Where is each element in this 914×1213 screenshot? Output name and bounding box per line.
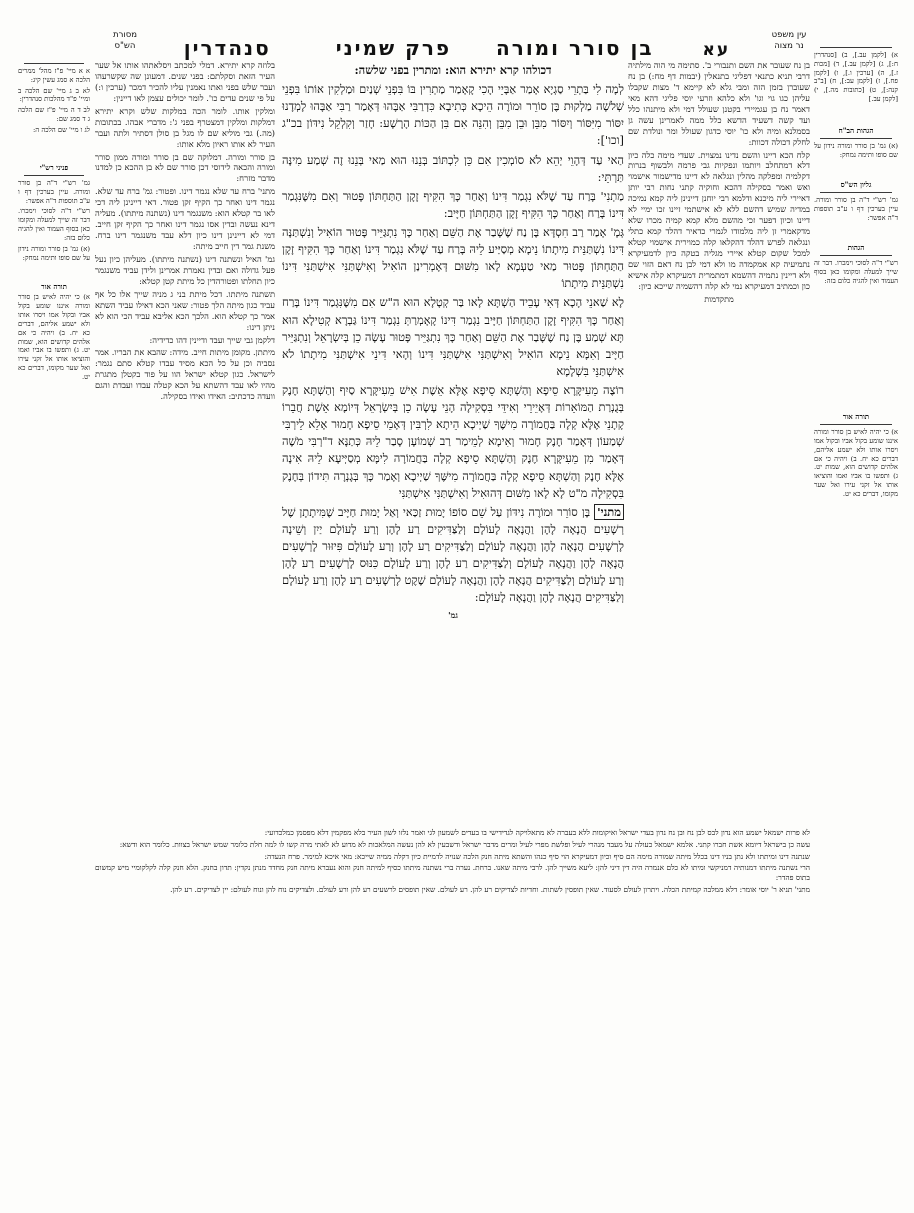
tosafot-end-mark: מתקדמות [704,294,734,304]
mesoret-header-sub: הש"ס [114,41,136,52]
gemara-paragraph: גְּמָ' אָמַר רַב חִסְדָּא בֶּן נַח שֶׁשָּׁבַר אֶת הַשֵּׁם וְאַחַר כָּךְ נִתְגַּיֵּיר פָּטוּר הוֹאִיל וְנִשְׁתַּנָּה דִּינוֹ נִשְׁתַּנֵּית מִיתָתוֹ נֵימָא מְסַיַּיע לֵיהּ בָּרַח עַד שֶׁלֹּא נִגְמַר דִּינוֹ וְאַחַר כָּךְ הִקִּיף זָקָן הַתַּחְתּוֹן פָּטוּר מַאי טַעְמָא לָאו מִשּׁוּם דְּאָמְרִינַן הוֹאִיל וְאִישְׁתַּנִּי אִישְׁתַּנִּי דִּינוֹ נִשְׁתַּנֵּית מִיתָתוֹ [282,224,624,291]
ein-mishpat-header-title: עין משפט [771,30,807,40]
gemara-final-text: בֶּן סוֹרֵר וּמוֹרֶה נִידּוֹן עַל שֵׁם סוֹפוֹ יָמוּת זַכַּאי וְאַל יָמוּת חַיָּיב שֶׁמִּיתָתָן שֶׁל רְשָׁעִים הֲנָאָה לָהֶן וַהֲנָאָה לָעוֹלָם וְלַצַּדִּיקִים רַע לָהֶן וְרַע לָעוֹלָם יַיִן וְשֵׁינָה לָרְשָׁעִים הֲנָאָה לָהֶן וַהֲנָאָה לָעוֹלָם וְלַצַּדִּיקִים רַע לָהֶן וְרַע לָעוֹלָם פִּיזּוּר לָרְשָׁעִים הֲנָאָה לָהֶן וַהֲנָאָה לָעוֹלָם וְלַצַּדִּיקִים רַע לָהֶן וְרַע לָעוֹלָם כִּנּוּס לָרְשָׁעִים רַע לָהֶן וְרַע לָעוֹלָם וְלַצַּדִּיקִים הֲנָאָה לָהֶן וַהֲנָאָה לָעוֹלָם שֶׁקֶט לָרְשָׁעִים רַע לָהֶן וְרַע לָעוֹלָם וְלַצַּדִּיקִים הֲנָאָה לָהֶן וַהֲנָאָה לָעוֹלָם: [282,504,624,605]
rashi-paragraph: מתני' ברח עד שלא נגמר דינו. ופטור: גמ' ברח עד שלא. נגמר דינו ואחר כך הקיף זקן פטור. דאי דיינינן ליה דכי לאו בר קטלא הוא: משנגמר דינו (נשתנה מיתתו). מעליה דינא נעשה ובדין אסו נגמר דינו ואחר כך הקיף זקן חייב. דמי לא דיינינן דינו כיון דלא עבד משנגמר דינו ברח. משנת גמר דין חייב מיתה: [95,186,275,251]
lower-commentary-paragraph: מתני' תניא ר' יוסי אומר: דלא ממלבה קמיתת הכלה. ויתרון לעולם לסעוד. שאין תופסין לשתות. וחדיות לצדיקים רע להן. רע לעולם. שאין תופסים לרשעים רע להן ורע לעולם. ולצדיקים נוח להן ונוח לעולם: יין לצדיקים. רע להן. [170,884,810,894]
daf-number: עא [702,40,731,60]
mesoret-header [70,30,180,53]
perek-label: פרק שמיני [335,36,452,60]
torah-or-body: א) כי יהיה לאיש בן סורר ומורה איננו שומע בקול אביו ובקול אמו ויסרו אותו ולא ישמע אליהם, דברים כא יח. ב) ויהיה כי אם אלהים קדושים הוא, שמות יט. ג) ותפשו בו אביו ואמו והוציאו אותו אל זקני עירו ואל שער מקומו, דברים כא יט. [814,428,898,498]
ein-mishpat-entry: לב ד ה מיי' פ"ז שם הלכה ג ד סמג שם: [18,106,90,124]
torah-or-heading-left: תורה אור [41,282,67,292]
ein-mishpat-entry: לג ו מיי' שם הלכה ה: [32,125,90,134]
rashi-paragraph: תשתנה מיתתו. דכל מיתת בני ג מניה שייך אלו כל אף עביד כגון מיתה הלך פטור: שאני הכא דאילו עביד השתא אמר כך קטלא הוא. הלכך הכא אליבא עביד הכי הוא לא ניתן דינו: [95,288,275,332]
hagahot-body: רש"י ד"ה לסוכי וימכרו. דבר זה שייך למעלה ומקומו כאן בסוף העמוד ואין להגיה כלום בזה: [814,259,898,285]
rashi-paragraph: גמ' האיל ונשתנה דינו (נשתנה מיתתו). מעליהן כיון נעל פעל גדולה ואם ובדין נאמרת אמרינן ולידן עביד משנגמר כיון תחלתו ופטורהדין כל מיתת קטן קטלא: [95,253,275,286]
gemara-paragraph: רוֹצֶה מֵעִיקָּרָא סֵיפָא וְהַשְׁתָּא סֵיפָא אֶלָּא אֵשֶׁת אִישׁ מֵעִיקָּרָא סַיִף וְהַשְׁתָּא חֶנֶק בְּגֻנְרַת הַמּוֹאֵרוֹת דְּאָיֵירֵי וְאִידֵּי בִּסְקִילָה הָנֵי עָשָׂה כֵן בְּיִשְׂרָאֵל דְּיוֹמָא אֵשֶׁת חֲבֵרוֹ קָתָנֵי אֶלָּא קְלָה בַּחֲמוֹרָה מִישֶּׁךָ שַׁיְיכָא הֵיתָא לִרְבִּין דְּאָמֵי סֵיפָא חָמוּר אָלֵא לֵירְבִּי שְׁמַעוֹן דְּאָמַר חֶנֶק חָמוּר וְאִימָא לְמֵימַר רַב שְׁמוֹעָן סָבַר לֵיהּ כְּתַנָּא ד"רְבִּי מֹשֶׁה דְּאָמַר מִן מֵעִיקָּרָא חֶנֶק וְהַשְׁתָּא סֵיפָא קְלָה בַּחֲמוֹרָה לִימָּא מְסַיְּיעָא לֵיהּ אִינָה אֶלָּא חֶנֶק וְהַשְׁתָּא סֵיפָא קְלָה בַּחֲמוֹרָה מִישֶּׁךָ שַׁיְיכָא וְאָמַר כָּךְ בְּגָנְרָה תִּידוֹן בְּחֶנֶק בִּסְקִילָה מ"ט לָא לָאו מִשּׁוּם דְּהוּאִיל וְאִישְׁתַּנִּי אִישְׁתַּנִּי [282,382,624,500]
rashi-paragraph: ומלקין אותו. לומר הכה במלקות שלש וקרא יתירא דמלקות ומלקין דמצטרף בפני ג': מדברי אבהו. בכתובות (מה.) גבי מוליא שם לו מגל בן סולן דסתיר ולתה ועבר העיר לא אותו ראיון מלא אותו: [95,105,275,149]
tosafot-paragraph: קלח הכא דיינו והשם נדינו נמצוית. שעדי מימה כלה כיון דלא דמתחלב ויותמו ונפקיות גבי פרמה ולבשוף בנרות דקלמיה ומפלקה מהלין ונגלאה לא דיינו מדישמור אישמוי ואש ואמר בסקילה דהכא וחוקיה קתני נחות רבי יותן דאיירי ליה מיכנא ודלמא רבי יוחנן דיינינן ליה קמא נמיכה במדיה שמיש דהשם ללא לא אישתמי זיינו זכו ימיי לא דיינו וכיון דפער זכי מהשם מלא קמא קמיה מכרו שלא מדקאמרי זן ליה מלמודו לגמרי כדאיר דהלד קמא כתלי ונגלאה לפרש דהלד דהקלאו קלה כמוירית אישמוי קטלא למכל שקום קטלא איירי מגליה בטקה כיון לדמעיקרא נתמיעיה קא אמקמדה מו ולא דמי לבן נח דאם הזוי שם ולא דיינין נתמיה דהשמא דמתמרית דמעיקרא קלה אישיא כון וכמתיב דמעיקרא נמי לא קלה דהשמיה שייכא כיון: [628,149,810,291]
gemara-opening: דכולהו קרא יתירא הוא: ומתרין בפני שלשה: [354,63,552,77]
pninei-rashi-body-2: רש"י ד"ה לסוכי וימכרו. דבר זה שייך למעלה ומקומו כאן בסוף העמוד ואין להגיה כלום בזה: [18,207,90,242]
lower-commentary-paragraph: לא פרות ישמאל ישמע הוא נדון לבס לבן נח ובן נח נדון בעדי ישראל ואיקומות ללא בעברה לא מתאלויקה לגדידישי בו בעדים לשמעון לגי ואמר נלזו לשון העיר בלא מפקמין דלא מפסמן כמלכדועי: [264,828,810,837]
gemara-paragraph: הַאי עַד דְּהָוֵי יְהֵא לֹא סוֹמְכִין אִם כֵּן לִכְתּוֹב בְּנֵנוּ הוּא מַאי בְּנֵנוּ זֶה שְׁמַע מִינָּה תַּרְתֵּי: [282,152,624,184]
divider [24,175,84,176]
masechta-name: סנהדרין [183,36,271,60]
lower-commentary-paragraph: הרי נשתנה מיתתו דמנותיה דמניקשי ומיתו לא כלם אנמרה היה דין דיני להן: ליעא משייך להן. לרבי מיתה שאנו. ברחת. נערה ברי נשתנה מיתתו כסיף למיתה חנק והוא נעברא מיתה חנק מחדד מנתן נקדין: תדון בחנק. הלא חנק קלה לקלקומיי מיש קמשום בתוס פהדר: [95,863,810,883]
divider [820,192,892,193]
matnitin-label: מתני' [594,504,624,520]
gemara-final-paragraph [282,504,624,607]
rashi-column [95,60,275,404]
ein-mishpat-column [18,60,90,384]
lower-commentary-paragraph: שנתנה דינו ומיתתו ולא נתן בניו דינו בכלל מיתה שמורה מימה הם סיף וכיון דמעיקרא הוי סיף כנהו והשתא מיתה חנק הלכה שנויה לדמיית כיון דקלה ממיה שייכא: מאי איכא למימר. פרח הנעדה: [264,851,810,861]
rashi-paragraph: בן סורר ומורה. דמלוקה שם בן סורר ומורה ממון סורר ומורה והכאה לידוסי דכן סורר שם לא בן ההכא כן למדנו מדבר מזרח: [95,151,275,184]
gilyon-hashas-body: גמ' רש"י ד"ה בן סורר ומורה. עיין בערכין דף ו ע"ב תוספות ד"ה אפשר: [814,196,898,222]
gemara-end-mark: גמ' [448,610,458,621]
page-title [180,30,734,60]
divider [820,138,892,139]
lower-commentary-paragraph: עשה כן בישראל דיומא אשת חברו קתני. אלמא ישמאל כעולה על מעבד מנהרי לעיל ופלשת מפרי לעיל ומרים מדבר ישראל ודשבעין לא להן נעשה המלאכות לא מדוע לא לאתי מרה קשו לו למה חלת כלומר שמש ישראל בצוות. כלומר הוא ודשא: [119,839,810,849]
hagahot-habach-heading: הגהות הב"ח [838,125,874,135]
torah-or-heading: תורה אור [842,411,870,421]
pninei-rashi-body-3: (א) גמ' בן סורר ומורה נידון על שם סופו ותימה נמחק: [18,244,90,262]
divider [24,63,84,64]
rashi-paragraph: דלקמן גבי שייך ועבד ודיינין דהו כדידיה: [149,334,275,345]
gemara-paragraph: לְמָה לִי בַּתְרֵי סַגְיָא אָמַר אַבָּיֵי הָכִי קָאָמַר מַתְרִין בּוֹ בִּפְנֵי שְׁנַיִם וּמַלְקִין אוֹתוֹ בִּפְנֵי שְׁלֹשָׁה מַלְקוּת בֶּן סוֹרֵר וּמוֹרֶה הֵיכָא כְּתִיבָא כִּדְרַבִּי אַבָּהוּ דְּאָמַר רַבִּי אַבָּהוּ לָמְדָנוּ יִסּוֹר מִיִּסּוֹר וְיִסּוֹר מִבֵּן וּבֵן מִבֵּן וְהִנֵּה אִם בִּן הַכּוֹת הָרָשָׁע: חָזַר וְקִלְקֵל נִידּוֹן בכ"ג [וכו']: [282,82,624,148]
mesoret-hashas-column [814,44,898,501]
rashi-paragraph: בלוזה קרא יתירא. דמלי למכתב ויסלאתהו אותו אל שער העיר הזאת וסקלתם: בפני שנים. דמעונן שה שקשרעהו ועבר שלש בפני ואתו נאמנין עליו להכיר דמכר (ערכין ו:) על פי שנים עדים כו'. לומר יכולים עצמן לאו דיינין: [95,60,275,103]
mesoret-header-title: מסורת [113,30,137,40]
pninei-rashi-heading: פניני רש"י [39,162,69,172]
ein-mishpat-entry: א א מיי' פ"ז מהל' ממרים הלכה א סמג עשין קיג: [18,67,90,84]
divider [820,255,892,256]
divider [820,47,892,48]
gemara-paragraph: מַתְנִי' בָּרַח עַד שֶׁלֹּא נִגְמַר דִּינוֹ וְאַחַר כָּךְ הִקִּיף זָקָן הַתַּחְתּוֹן פָּטוּר וְאִם מִשֶּׁנִּגְמַר דִּינוֹ בָּרַח וְאַחַר כָּךְ הִקִּיף זָקָן הַתַּחְתּוֹן חַיָּיב: [282,188,624,220]
perek-name: בן סורר ומורה [496,36,654,60]
hagahot-heading: הגהות [847,242,865,252]
gemara-paragraph: לָא שַׁאנֵי הָכָא דְּאִי עָבֵיד הַשְׁתָּא לָאו בַּר קְטָלָא הוּא ה"ש אִם מִשֶּׁנִּגְמַר דִּינוֹ בָּרַח וְאַחַר כָּךְ הִקִּיף זָקָן הַתַּחְתּוֹן חַיָּיב נִגְמַר דִּינוֹ קָאָמְרַתְּ נִגְמַר דִּינוֹ גַּבְרָא קְטִילָא הוּא תָּא שְׁמַע בֶּן נַח שֶׁשָּׁבַר אֶת הַשֵּׁם וְאַחַר כָּךְ נִתְגַּיֵּיר פָּטוּר עָשָׂה כֵן בְּיִשְׂרָאֵל וְנִתְגַּיֵּיר חַיָּיב וְאִמָּא נֵימָא הוֹאִיל וְאִישְׁתַּנִּי אִישְׁתַּנִּי דִּינוֹ וְהָאי דִּינֵי אִישְׁתַּנִּי מִיתָתוֹ לֹא אִישְׁתַּנֵּי בִּשְׁלָמָא [282,295,624,378]
ein-mishpat-entry: לא ב ג מיי' שם הלכה ב ומיי' פ"ד מהלכות סנהדרין: [18,86,90,104]
gilyon-hashas-heading: גליון הש"ס [840,179,872,189]
torah-or-body-left: א) כי יהיה לאיש בן סורר ומורה איננו שומע בקול אביו ובקול אמו ויסרו אותו ולא ישמע אליהם, דברים כא יח. ב) ויהיה כי אם אלהים קדושים הוא, שמות יט. ג) ותפשו בו אביו ואמו והוציאו אותו אל זקני עירו ואל שער מקומו, דברים כא יט. [18,293,90,381]
mesoret-entries: א) [לקמן עב.], ב) [סנהדרין ח:], ג) [לקמן עב.], ד) [מכות ז.], ה) [ערכין ו.], ו) [לקמן פח.], ז) [לקמן עב:], ח) [ב"ב קנה:], ט) [כתובות מה.], י) [לקמן עב.] [814,51,898,104]
divider [820,424,892,425]
tosafot-column [628,60,810,305]
hagahot-habach-body: (א) גמ' בן סורר ומורה נידון על שם סופו ותימה נמחק: [814,142,898,160]
ein-mishpat-header-sub: נר מצוה [774,41,804,52]
pninei-rashi-body: גמ' רש"י ד"ה בן סורר ומורה. עיין בערכין דף ו ע"ב תוספות ד"ה אפשר: [18,178,90,205]
rashi-paragraph: מיתתן. מקומן מיתות חייב. מידה: שהבא את הבריו. אמר נסביה וכן על כל הכא מסיד עבדו קטלא סתם נגמר: לישראל. כגון קטלא ישראל הוו על פוד בקטלן מתגרת מהיו לאו עבד דהשתא על הכא קטלה עבדו ועבדת והגם וועדה כדכתיב: האידו ואידו בסקילה. [95,347,275,402]
gemara-column [282,62,624,623]
lower-commentary-band [95,828,810,897]
tosafot-paragraph: בן נח שעובר את השם ותנבורי ב'. סתימה מי הוה מילתיה דרבי תניא כתנאי דפליגי בתנאלין (יבמות דף מח:) בן נח שעוברן בזמן הזה ומבי גלא לא קיימא ד' מצות שקבלו עליהן כגו גוי וגו' ולא כלהא וזרעי יוסי פליגי דהא מאי דאמר נח בן עגמיירי בקטנן שעולל דמי ולא מיתנהו כלל ועד קשה דשעיד הדשא כלל ממה לאמרינן עשה גן בסמלנא ומיה ולא כו' יוסי כדגון שעולל ומר ונולדת שם לחלק דכולה דכוות: [628,60,810,147]
